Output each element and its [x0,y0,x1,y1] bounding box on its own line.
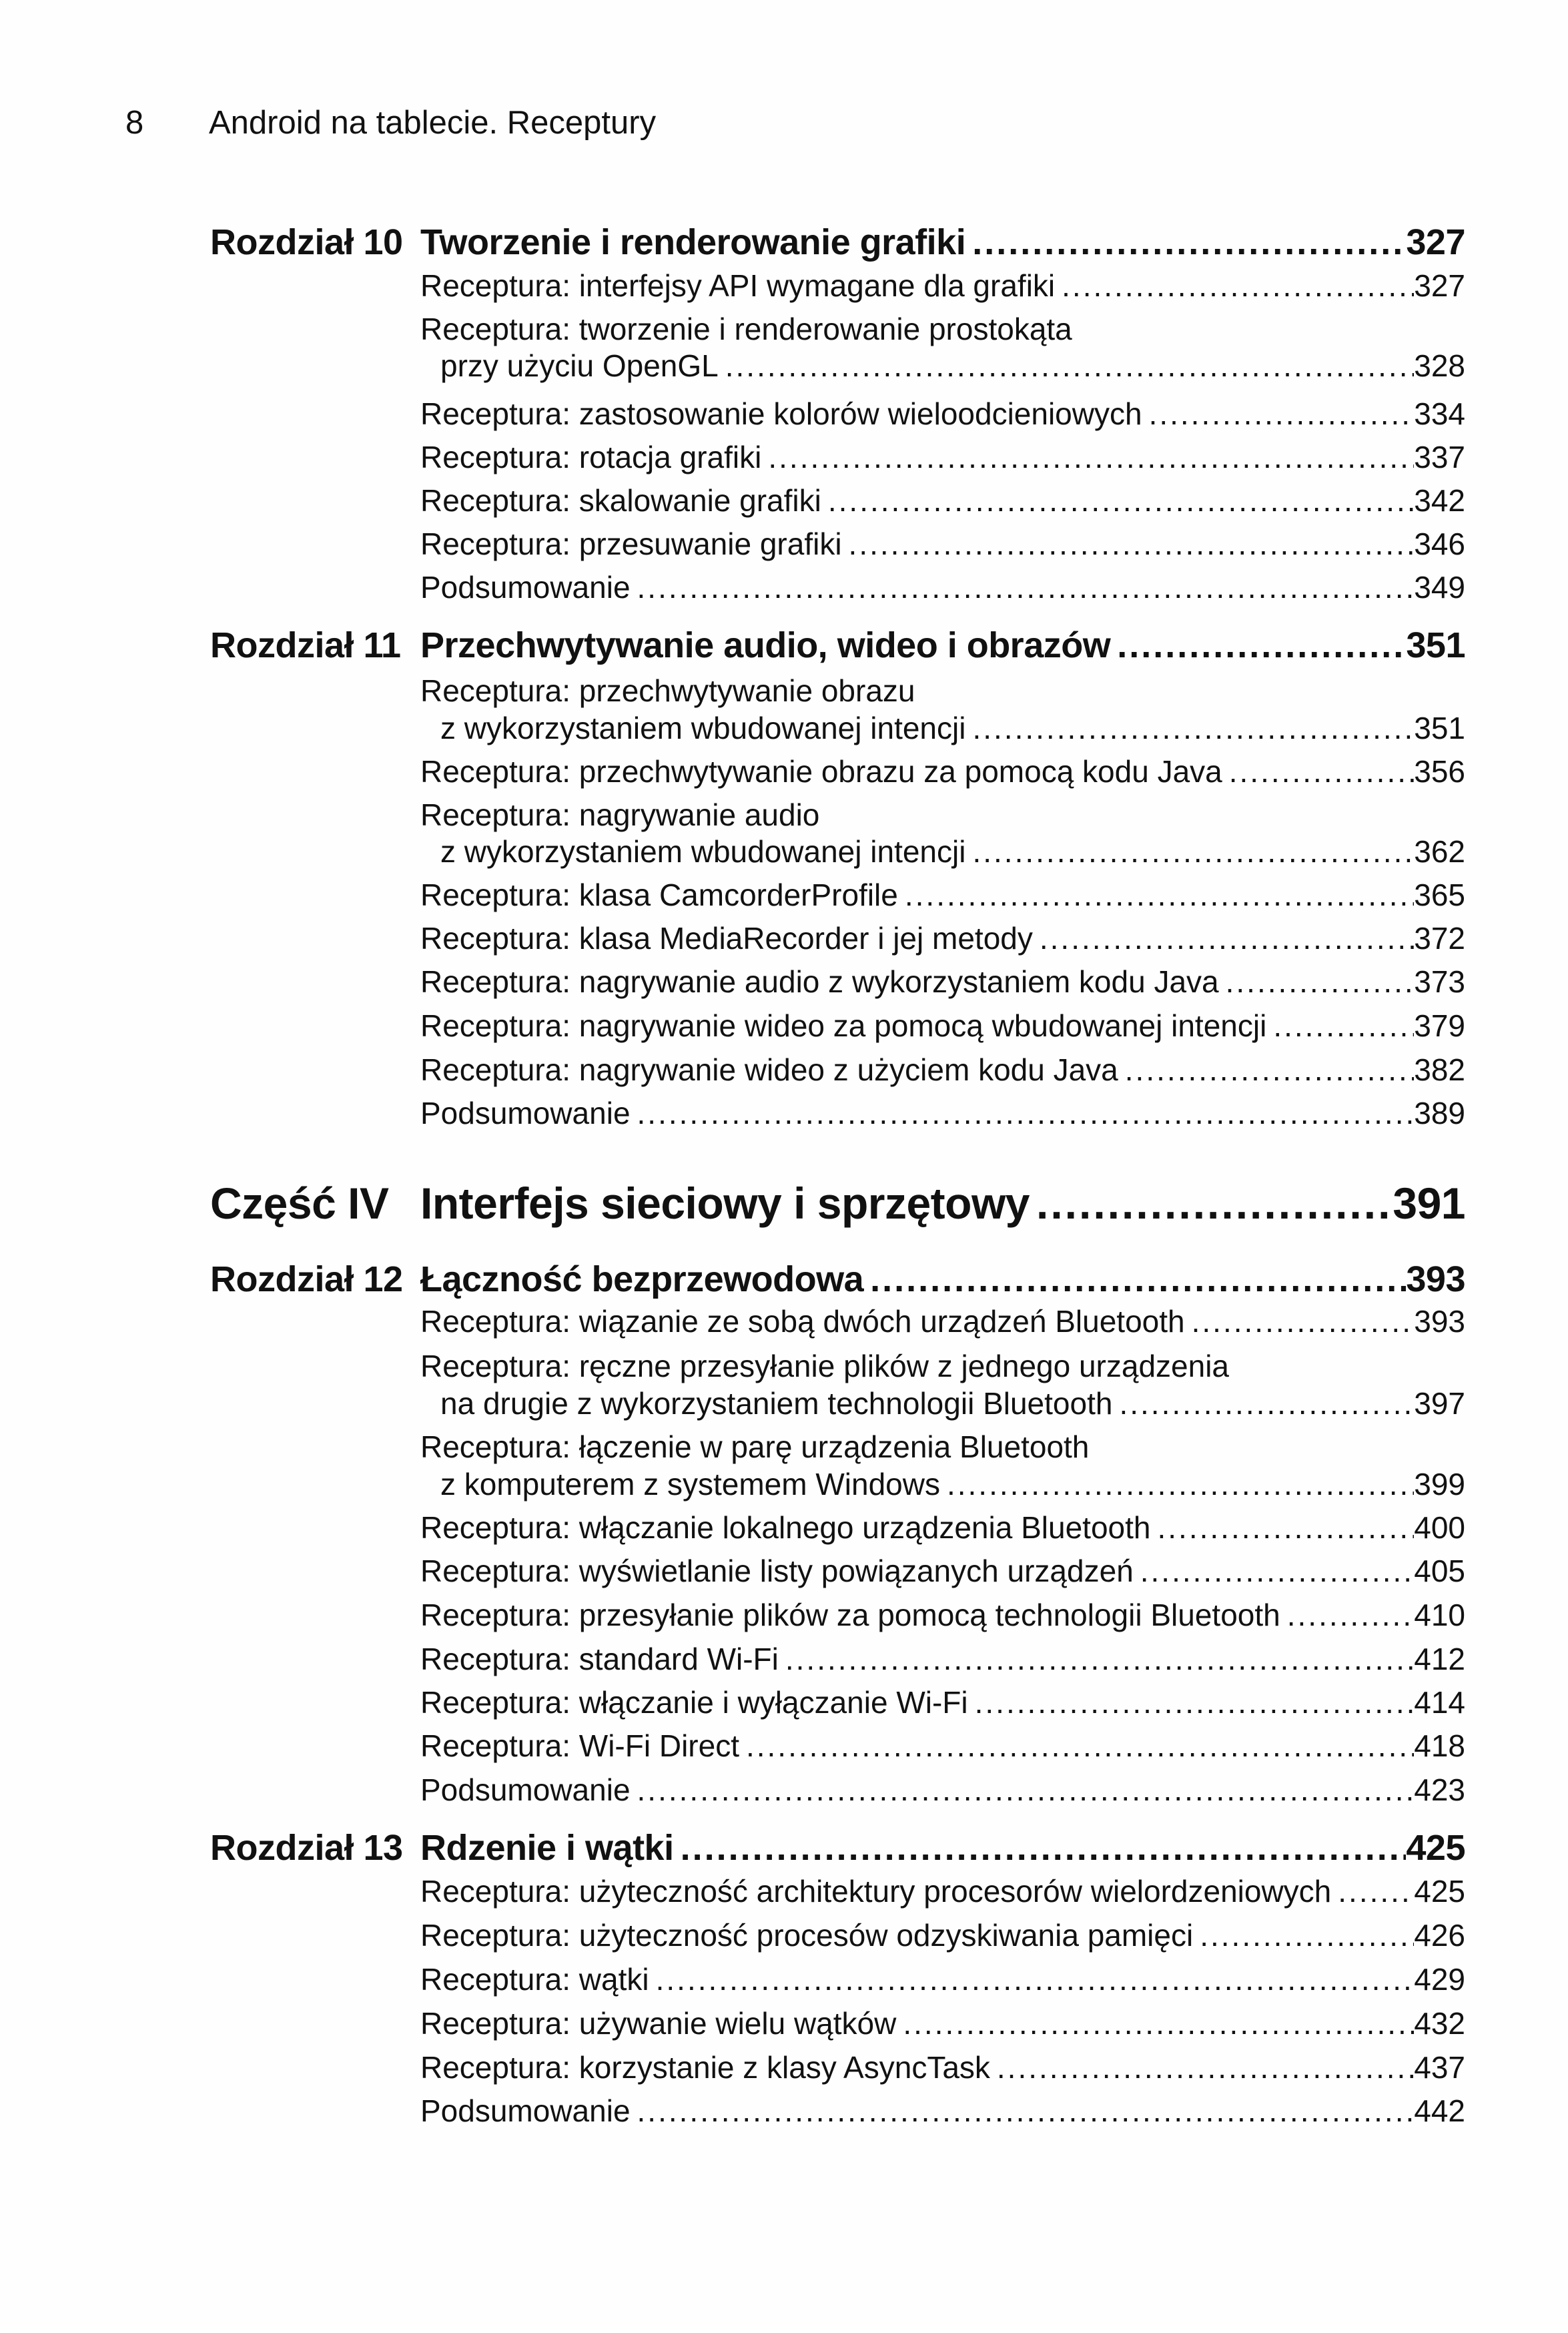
entry-title: Receptura: tworzenie i renderowanie prostokąta [420,312,1072,346]
recipe-entry[interactable] [420,1010,1465,1041]
entry-title: Przechwytywanie audio, wideo i obrazów [420,625,1111,665]
running-header-title: Android na tablecie. Receptury [209,105,657,141]
page-ref: 379 [1414,1008,1465,1043]
page-ref: 432 [1414,2006,1465,2041]
dot-leader [997,2052,1414,2083]
dot-leader [1117,627,1406,663]
entry-title: Receptura: skalowanie grafiki [420,483,821,518]
page-ref: 425 [1406,1828,1465,1868]
page-ref: 437 [1414,2050,1465,2085]
recipe-entry[interactable] [420,1964,1465,1995]
part-entry[interactable] [420,1179,1465,1228]
recipe-entry[interactable] [420,2008,1465,2039]
chapter-label: Rozdział 12 [210,1259,403,1299]
entry-title: Tworzenie i renderowanie grafiki [420,222,966,262]
page-ref: 349 [1414,570,1465,605]
recipe-entry[interactable] [440,713,1465,743]
dot-leader [903,2008,1414,2039]
page-ref: 351 [1414,711,1465,745]
dot-leader [768,442,1414,472]
entry-title: Receptura: Wi-Fi Direct [420,1728,739,1763]
dot-leader [1273,1010,1414,1041]
page-ref: 400 [1414,1510,1465,1545]
page-ref: 423 [1414,1772,1465,1807]
dot-leader [725,350,1415,381]
page-ref: 426 [1414,1918,1465,1953]
page-number: 8 [125,105,144,141]
page-ref: 393 [1414,1304,1465,1339]
page-ref: 342 [1414,483,1465,518]
entry-title: Receptura: zastosowanie kolorów wieloodcieniowych [420,396,1142,431]
page-ref: 399 [1414,1467,1465,1502]
entry-title: Receptura: przesuwanie grafiki [420,527,842,561]
dot-leader [1040,923,1414,954]
dot-leader [828,485,1414,516]
page-ref: 328 [1414,348,1465,383]
page-ref: 362 [1414,834,1465,869]
page-ref: 389 [1414,1096,1465,1130]
page-ref: 393 [1406,1259,1465,1299]
dot-leader [637,1098,1415,1128]
recipe-entry[interactable] [420,966,1465,997]
entry-title: Receptura: używanie wielu wątków [420,2006,897,2041]
dot-leader [1140,1556,1415,1586]
dot-leader [870,1261,1406,1297]
entry-title: Receptura: nagrywanie wideo za pomocą wbudowanej intencji [420,1008,1267,1043]
chapter-label: Rozdział 11 [210,625,401,665]
entry-title: Łączność bezprzewodowa [420,1259,864,1299]
summary-entry[interactable] [420,2095,1465,2126]
page-ref: 391 [1393,1179,1465,1228]
entry-title: Receptura: rotacja grafiki [420,440,762,474]
page-ref: 356 [1414,754,1465,789]
dot-leader [972,713,1414,743]
recipe-entry[interactable] [420,1306,1465,1337]
entry-title: Receptura: przechwytywanie obrazu za pomocą kodu Java [420,754,1222,789]
page-ref: 346 [1414,527,1465,561]
page-ref: 327 [1414,268,1465,303]
dot-leader [656,1964,1415,1995]
entry-title: Rdzenie i wątki [420,1828,674,1868]
chapter-entry[interactable] [420,627,1465,663]
dot-leader [1149,398,1415,429]
entry-title: Receptura: klasa CamcorderProfile [420,878,898,912]
entry-title: Interfejs sieciowy i sprzętowy [420,1179,1030,1228]
entry-title: na drugie z wykorzystaniem technologii Bluetooth [440,1386,1113,1421]
page-ref: 410 [1414,1598,1465,1632]
entry-title: Receptura: użyteczność procesów odzyskiwania pamięci [420,1918,1194,1953]
entry-title: przy użyciu OpenGL [440,348,719,383]
summary-entry[interactable] [420,572,1465,603]
dot-leader [785,1644,1414,1674]
entry-title: z komputerem z systemem Windows [440,1467,940,1502]
recipe-entry[interactable] [420,1687,1465,1718]
part-label: Część IV [210,1179,389,1228]
dot-leader [637,572,1415,603]
summary-entry[interactable] [420,1098,1465,1128]
recipe-entry[interactable] [420,1600,1465,1630]
entry-title: Podsumowanie [420,1096,631,1130]
dot-leader [1200,1920,1414,1951]
recipe-entry[interactable] [420,1054,1465,1085]
recipe-entry[interactable] [420,1876,1465,1907]
page-ref: 337 [1414,440,1465,474]
dot-leader [1125,1054,1414,1085]
page-ref: 327 [1406,222,1465,262]
entry-title: z wykorzystaniem wbudowanej intencji [440,711,966,745]
entry-title: Podsumowanie [420,1772,631,1807]
recipe-entry[interactable] [420,485,1465,516]
recipe-entry[interactable] [420,442,1465,472]
entry-title: Receptura: wyświetlanie listy powiązanych urządzeń [420,1554,1134,1588]
dot-leader [849,529,1415,559]
recipe-entry[interactable] [440,350,1465,381]
recipe-entry[interactable] [420,398,1465,429]
entry-title: Receptura: korzystanie z klasy AsyncTask [420,2050,990,2085]
recipe-entry[interactable] [440,836,1465,867]
page-ref: 372 [1414,921,1465,956]
recipe-entry[interactable] [420,2052,1465,2083]
chapter-label: Rozdział 10 [210,222,403,262]
entry-title: Podsumowanie [420,570,631,605]
entry-title: Podsumowanie [420,2093,631,2128]
recipe-entry[interactable] [420,1730,1465,1761]
dot-leader [975,1687,1415,1718]
dot-leader [1338,1876,1414,1907]
page-ref: 429 [1414,1962,1465,1997]
entry-title: Receptura: nagrywanie audio [420,797,820,832]
recipe-entry[interactable] [420,923,1465,954]
dot-leader [681,1830,1407,1866]
recipe-entry[interactable] [420,1431,1465,1462]
recipe-entry[interactable] [420,675,1465,706]
recipe-entry[interactable] [420,529,1465,559]
recipe-entry[interactable] [420,270,1465,301]
recipe-entry[interactable] [420,799,1465,830]
recipe-entry[interactable] [420,1644,1465,1674]
entry-title: Receptura: łączenie w parę urządzenia Bluetooth [420,1429,1090,1464]
dot-leader [746,1730,1414,1761]
recipe-entry[interactable] [420,1351,1465,1381]
page-ref: 425 [1414,1874,1465,1909]
entry-title: Receptura: włączanie lokalnego urządzenia Bluetooth [420,1510,1151,1545]
recipe-entry[interactable] [420,880,1465,910]
dot-leader [947,1469,1414,1499]
dot-leader [972,836,1414,867]
entry-title: Receptura: użyteczność architektury procesorów wielordzeniowych [420,1874,1332,1909]
recipe-entry[interactable] [420,756,1465,787]
page-ref: 351 [1406,625,1465,665]
dot-leader [1229,756,1415,787]
entry-title: Receptura: wątki [420,1962,649,1997]
chapter-label: Rozdział 13 [210,1828,403,1868]
page-ref: 418 [1414,1728,1465,1763]
page-ref: 334 [1414,396,1465,431]
chapter-entry[interactable] [420,224,1465,260]
entry-title: Receptura: wiązanie ze sobą dwóch urządzeń Bluetooth [420,1304,1185,1339]
entry-title: Receptura: nagrywanie wideo z użyciem kodu Java [420,1052,1118,1087]
recipe-entry[interactable] [420,314,1465,344]
chapter-entry[interactable] [420,1261,1465,1297]
dot-leader [1226,966,1415,997]
page-ref: 442 [1414,2093,1465,2128]
page-ref: 373 [1414,964,1465,999]
dot-leader [1119,1388,1414,1419]
dot-leader [637,1774,1415,1805]
page-ref: 382 [1414,1052,1465,1087]
dot-leader [972,224,1406,260]
entry-title: Receptura: przechwytywanie obrazu [420,673,915,708]
entry-title: Receptura: interfejsy API wymagane dla grafiki [420,268,1056,303]
entry-title: Receptura: nagrywanie audio z wykorzystaniem kodu Java [420,964,1219,999]
entry-title: z wykorzystaniem wbudowanej intencji [440,834,966,869]
dot-leader [905,880,1414,910]
recipe-entry[interactable] [440,1388,1465,1419]
entry-title: Receptura: włączanie i wyłączanie Wi-Fi [420,1685,968,1720]
entry-title: Receptura: ręczne przesyłanie plików z jednego urządzenia [420,1349,1230,1383]
entry-title: Receptura: klasa MediaRecorder i jej metody [420,921,1033,956]
page-ref: 412 [1414,1642,1465,1676]
chapter-entry[interactable] [420,1830,1465,1866]
dot-leader [637,2095,1415,2126]
dot-leader [1062,270,1414,301]
dot-leader [1157,1512,1414,1543]
recipe-entry[interactable] [420,1920,1465,1951]
page-ref: 414 [1414,1685,1465,1720]
recipe-entry[interactable] [420,1512,1465,1543]
summary-entry[interactable] [420,1774,1465,1805]
dot-leader [1287,1600,1415,1630]
recipe-entry[interactable] [420,1556,1465,1586]
page-ref: 397 [1414,1386,1465,1421]
page-ref: 365 [1414,878,1465,912]
dot-leader [1192,1306,1415,1337]
recipe-entry[interactable] [440,1467,1465,1502]
page-ref: 405 [1414,1554,1465,1588]
entry-title: Receptura: standard Wi-Fi [420,1642,779,1676]
dot-leader [1036,1181,1393,1225]
entry-title: Receptura: przesyłanie plików za pomocą technologii Bluetooth [420,1598,1280,1632]
